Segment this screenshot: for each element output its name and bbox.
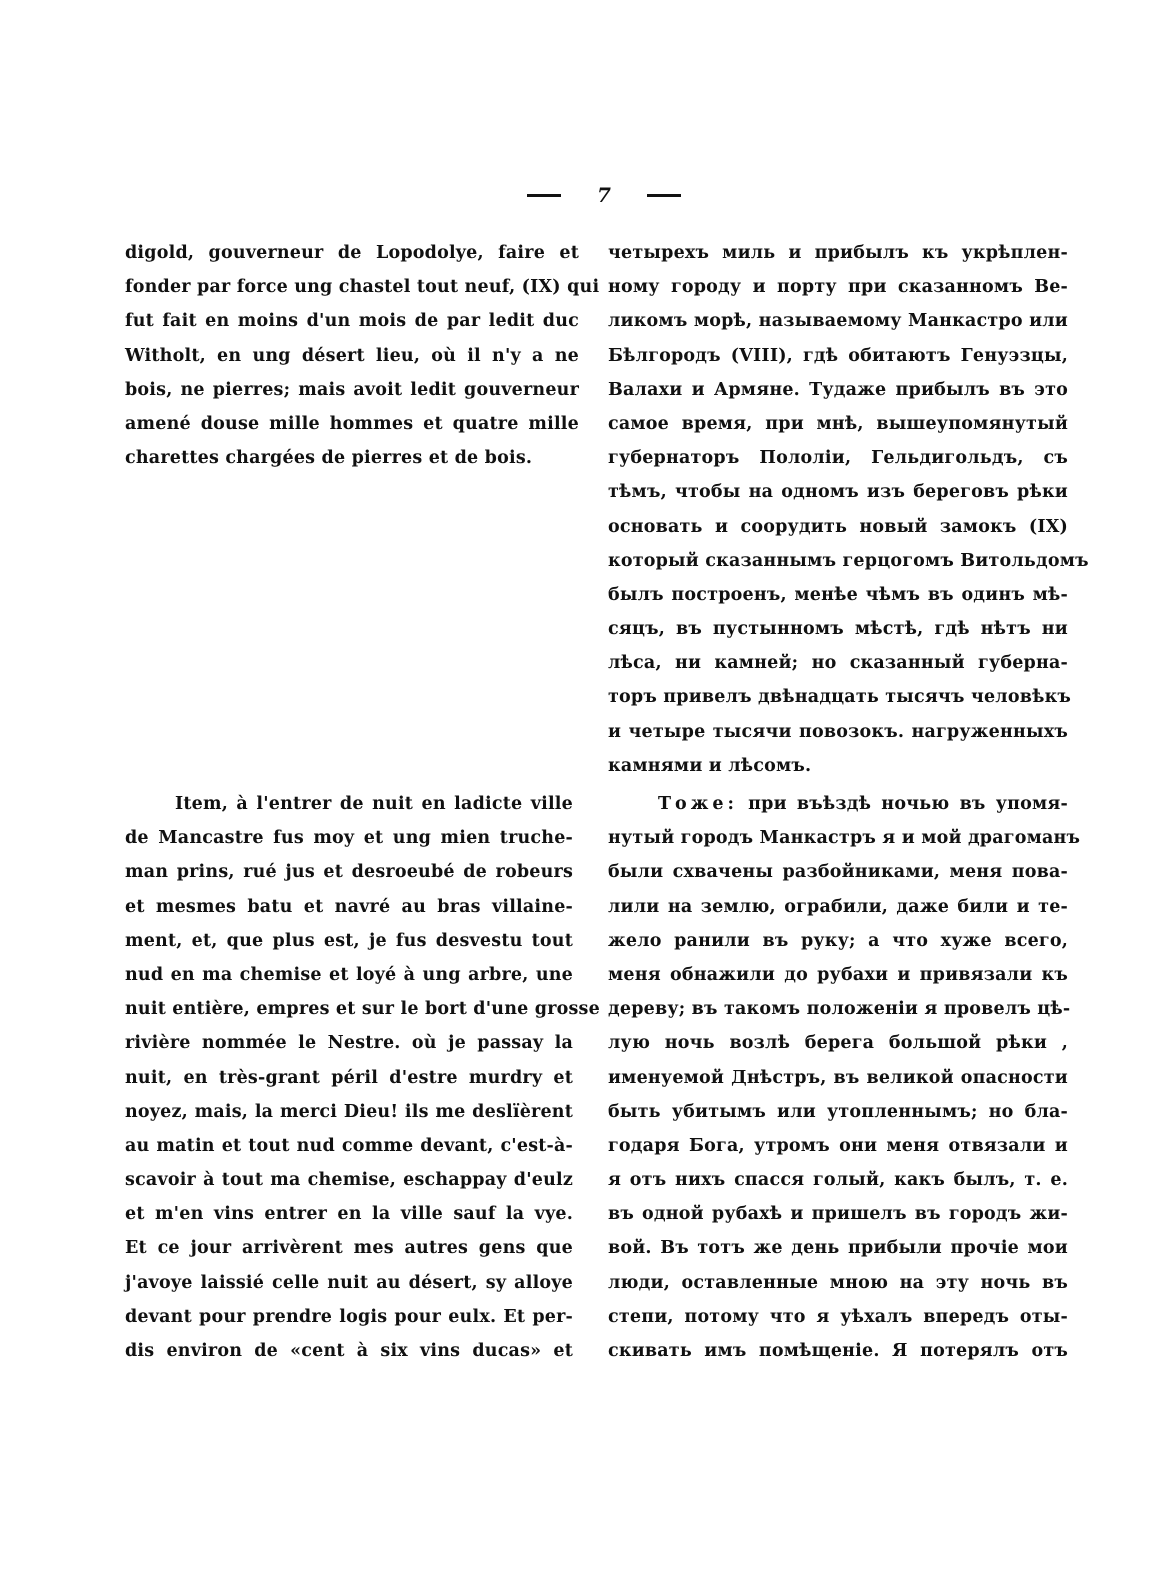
text-line: Et ce jour arrivèrent mes autres gens que xyxy=(125,1238,573,1259)
text-line: et m'en vins entrer en la ville sauf la vye. xyxy=(125,1204,573,1225)
text-line: сяцъ, въ пустынномъ мѣстѣ, гдѣ нѣтъ ни xyxy=(608,619,1068,640)
text-line: digold, gouverneur de Lopodolye, faire et xyxy=(125,243,579,263)
text-line: самое время, при мнѣ, вышеупомянутый xyxy=(608,413,1068,434)
french-paragraph-2 xyxy=(125,787,600,1368)
text-line: fut fait en moins d'un mois de par ledit duc xyxy=(125,311,579,332)
text-line: и четыре тысячи повозокъ. нагруженныхъ xyxy=(608,721,1068,742)
text-line xyxy=(608,787,1068,821)
text-line: годаря Бога, утромъ они меня отвязали и xyxy=(608,1135,1068,1156)
text-line: au matin et tout nud comme devant, c'est-à- xyxy=(125,1135,573,1156)
french-paragraph-1 xyxy=(125,236,600,475)
text-line: de Mancastre fus moy et ung mien truche- xyxy=(125,828,573,849)
text-line: четырехъ миль и прибылъ къ укрѣплен- xyxy=(608,243,1068,263)
text-line: лили на землю, ограбили, даже били и те- xyxy=(608,896,1068,917)
text-line: торъ привелъ двѣнадцать тысячъ человѣкъ xyxy=(608,687,1072,708)
text-line: Witholt, en ung désert lieu, où il n'y a ne xyxy=(125,345,579,366)
text-line: именуемой Днѣстръ, въ великой опасности xyxy=(608,1067,1068,1088)
text-line: man prins, rué jus et desroeubé de robeurs xyxy=(125,862,573,883)
text-line: ликомъ морѣ, называемому Манкастро или xyxy=(608,311,1068,332)
text-line: nud en ma chemise et loyé à ung arbre, une xyxy=(125,964,573,985)
russian-paragraph-2 xyxy=(608,787,1081,1368)
text-line: нутый городъ Манкастръ я и мой драгоманъ xyxy=(608,828,1081,849)
text-line: дереву; въ такомъ положеніи я провелъ цѣ- xyxy=(608,999,1071,1020)
text-line: были схвачены разбойниками, меня пова- xyxy=(608,862,1068,883)
text-line: камнями и лѣсомъ. xyxy=(608,755,812,776)
text-line: Валахи и Армяне. Тудаже прибылъ въ это xyxy=(608,379,1068,400)
text-line: j'avoye laissié celle nuit au désert, sy alloye xyxy=(125,1272,573,1293)
text-line: лую ночь возлѣ берега большой рѣки , xyxy=(608,1033,1068,1054)
text-line-rest: при въѣздѣ ночью въ упомя- xyxy=(748,794,1068,814)
text-line: Item, à l'entrer de nuit en ladicte ville xyxy=(175,794,573,814)
text-line: вой. Въ тотъ же день прибыли прочіе мои xyxy=(608,1238,1068,1259)
text-line: devant pour prendre logis pour eulx. Et per- xyxy=(125,1306,573,1327)
text-line: nuit entière, empres et sur le bort d'une grosse xyxy=(125,999,600,1020)
text-line: былъ построенъ, менѣе чѣмъ въ одинъ мѣ- xyxy=(608,584,1068,605)
text-line: ному городу и порту при сказанномъ Ве- xyxy=(608,277,1068,298)
text-line: scavoir à tout ma chemise, eschappay d'eulz xyxy=(125,1170,573,1191)
text-line: лѣса, ни камней; но сказанный губерна- xyxy=(608,653,1068,674)
header-rule-right xyxy=(647,194,681,197)
page-number: 7 xyxy=(597,183,611,207)
text-line: ment, et, que plus est, je fus desvestu tout xyxy=(125,930,573,951)
text-line: я отъ нихъ спасся голый, какъ былъ, т. е. xyxy=(608,1170,1068,1191)
text-line: тѣмъ, чтобы на одномъ изъ береговъ рѣки xyxy=(608,482,1068,503)
header-rule-left xyxy=(527,194,561,197)
text-line: который сказаннымъ герцогомъ Витольдомъ xyxy=(608,550,1089,571)
text-line: жело ранили въ руку; а что хуже всего, xyxy=(608,930,1068,951)
text-line: amené douse mille hommes et quatre mille xyxy=(125,413,579,434)
text-line: dis environ de «cent à six vins ducas» et xyxy=(125,1341,573,1361)
text-line: скивать имъ помѣщеніе. Я потерялъ отъ xyxy=(608,1341,1068,1361)
text-line: noyez, mais, la merci Dieu! ils me deslïèrent xyxy=(125,1101,573,1122)
text-line: въ одной рубахѣ и пришелъ въ городъ жи- xyxy=(608,1204,1068,1225)
text-line: et mesmes batu et navré au bras villaine- xyxy=(125,896,573,917)
text-line: меня обнажили до рубахи и привязали къ xyxy=(608,964,1068,985)
text-line: fonder par force ung chastel tout neuf, (IX) qui xyxy=(125,277,600,298)
russian-paragraph-1 xyxy=(608,236,1089,783)
text-line: люди, оставленные мною на эту ночь въ xyxy=(608,1272,1068,1293)
text-line: rivière nommée le Nestre. où je passay la xyxy=(125,1033,573,1054)
text-line: быть убитымъ или утопленнымъ; но бла- xyxy=(608,1101,1068,1122)
text-line: Бѣлгородъ (VIII), гдѣ обитаютъ Генуэзцы, xyxy=(608,345,1068,366)
text-line: bois, ne pierres; mais avoit ledit gouverneur xyxy=(125,379,579,400)
paragraph-lead-word: Тоже: xyxy=(658,794,738,814)
text-line: степи, потому что я уѣхалъ впередъ оты- xyxy=(608,1306,1068,1327)
text-line: губернаторъ Пололіи, Гельдигольдъ, съ xyxy=(608,448,1068,469)
text-line: основать и соорудить новый замокъ (IX) xyxy=(608,516,1068,537)
text-line: charettes chargées de pierres et de bois. xyxy=(125,448,533,469)
text-line: nuit, en très-grant péril d'estre murdry et xyxy=(125,1067,573,1088)
